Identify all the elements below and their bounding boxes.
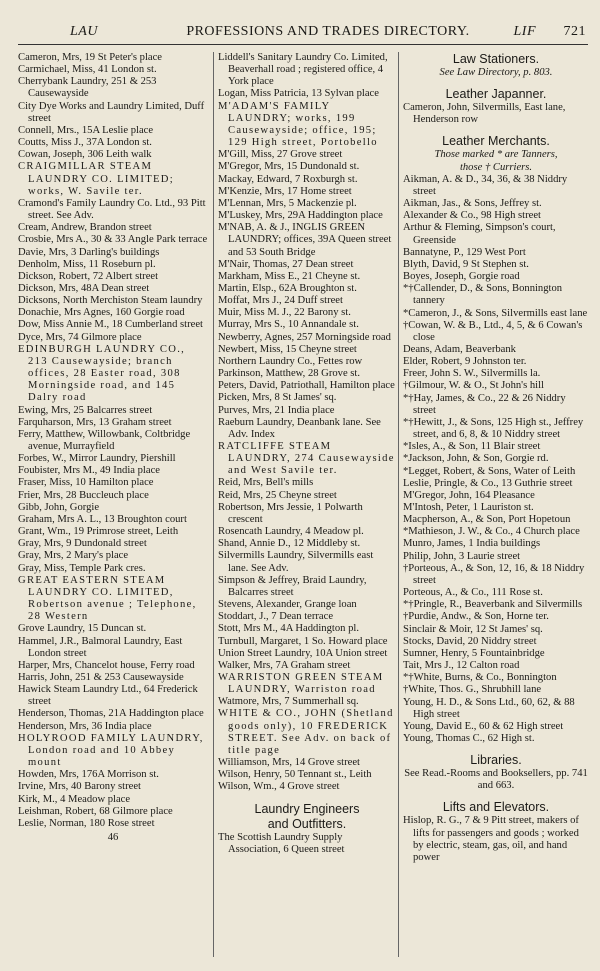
directory-entry: Williamson, Mrs, 14 Grove street bbox=[218, 757, 360, 769]
column-3 bbox=[398, 52, 589, 957]
directory-entry: Dyce, Mrs, 74 Gilmore place bbox=[18, 331, 142, 343]
directory-entry: Cramond's Family Laundry Co. Ltd., 93 Pitt street. See Adv. bbox=[18, 197, 206, 222]
directory-entry: Crosbie, Mrs A., 30 & 33 Angle Park terrace bbox=[18, 234, 208, 246]
directory-entry: Tait, Mrs J., 12 Calton road bbox=[403, 660, 520, 672]
directory-entry: Dow, Miss Annie M., 18 Cumberland street bbox=[18, 319, 203, 331]
directory-entry: Irvine, Mrs, 40 Barony street bbox=[18, 781, 141, 793]
directory-entry: Martin, Elsp., 62A Broughton st. bbox=[218, 282, 357, 294]
directory-entry: Denholm, Miss, 11 Roseburn pl. bbox=[18, 258, 156, 270]
directory-entry: Logan, Miss Patricia, 13 Sylvan place bbox=[218, 88, 379, 100]
directory-entry: Deans, Adam, Beaverbank bbox=[403, 343, 516, 355]
section-heading bbox=[218, 802, 396, 832]
directory-entry: M'Lennan, Mrs, 5 Mackenzie pl. bbox=[218, 197, 357, 209]
directory-entry: Farquharson, Mrs, 13 Graham street bbox=[18, 416, 172, 428]
directory-entry: GREAT EASTERN STEAM LAUNDRY CO. LIMITED, Robertson avenue ; Telephone, 28 Western bbox=[18, 574, 197, 623]
directory-entry: Gibb, John, Gorgie bbox=[18, 501, 100, 513]
directory-entry: †White, Thos. G., Shrubhill lane bbox=[403, 684, 542, 696]
directory-entry: Leishman, Robert, 68 Gilmore place bbox=[18, 805, 173, 817]
directory-entry: EDINBURGH LAUNDRY CO., 213 Causewayside; branch offices, 28 Easter road, 308 Morningside road, and 145 Dalry road bbox=[18, 343, 186, 404]
directory-entry: M'ADAM'S FAMILY LAUNDRY; works, 199 Causewayside; office, 195; 129 High street, Portobello bbox=[218, 100, 378, 149]
entry-list bbox=[403, 815, 589, 864]
directory-entry: Munro, James, 1 India buildings bbox=[403, 538, 541, 550]
directory-entry: Liddell's Sanitary Laundry Co. Limited, Beaverhall road ; registered office, 4 York place bbox=[218, 52, 388, 88]
directory-entry: M'Gill, Miss, 27 Grove street bbox=[218, 149, 343, 161]
directory-entry: Newberry, Agnes, 257 Morningside road bbox=[218, 331, 391, 343]
directory-entry: Grove Laundry, 15 Duncan st. bbox=[18, 623, 147, 635]
directory-entry: Coutts, Miss J., 37A London st. bbox=[18, 137, 152, 149]
directory-entry: Stevens, Alexander, Grange loan bbox=[218, 599, 357, 611]
directory-entry: Sumner, Henry, 5 Fountainbridge bbox=[403, 647, 545, 659]
directory-entry: Cream, Andrew, Brandon street bbox=[18, 222, 152, 234]
directory-entry: *†White, Burns, & Co., Bonnington bbox=[403, 672, 557, 684]
directory-entry: Graham, Mrs A. L., 13 Broughton court bbox=[18, 513, 187, 525]
directory-entry: M'Intosh, Peter, 1 Lauriston st. bbox=[403, 502, 534, 513]
directory-entry: Sinclair & Moir, 12 St James' sq. bbox=[403, 623, 543, 635]
directory-entry: Mackay, Edward, 7 Roxburgh st. bbox=[218, 173, 358, 185]
directory-entry: Gray, Miss, Temple Park cres. bbox=[18, 562, 146, 574]
cross-reference: See Read.-Rooms and Booksellers, pp. 741 and 663. bbox=[404, 768, 588, 792]
directory-entry: Cowan, Joseph, 306 Leith walk bbox=[18, 149, 152, 161]
directory-entry: Picken, Mrs, 8 St James' sq. bbox=[218, 392, 337, 404]
directory-entry: *†Hay, James, & Co., 22 & 26 Niddry street bbox=[403, 392, 566, 416]
directory-entry: †Cowan, W. & B., Ltd., 4, 5, & 6 Cowan's close bbox=[403, 319, 583, 343]
directory-entry: Young, David E., 60 & 62 High street bbox=[403, 720, 564, 732]
directory-entry: The Scottish Laundry Supply Association, 6 Queen street bbox=[218, 831, 345, 855]
directory-entry: Parkinson, Matthew, 28 Grove st. bbox=[218, 368, 361, 380]
signature-mark: 46 bbox=[107, 832, 119, 843]
directory-entry: Union Street Laundry, 10A Union street bbox=[218, 647, 388, 659]
directory-entry: Stoddart, J., 7 Dean terrace bbox=[218, 611, 334, 623]
directory-entry: *Cameron, J., & Sons, Silvermills east lane bbox=[403, 307, 588, 319]
directory-entry: Kirk, M., 4 Meadow place bbox=[18, 793, 131, 805]
entry-list bbox=[18, 52, 208, 830]
directory-entry: Hawick Steam Laundry Ltd., 64 Frederick street bbox=[18, 684, 198, 708]
directory-entry: Turnbull, Margaret, 1 So. Howard place bbox=[218, 635, 388, 647]
directory-entry: †Porteous, A., & Son, 12, 16, & 18 Niddry street bbox=[403, 562, 585, 586]
directory-entry: Davie, Mrs, 3 Darling's buildings bbox=[18, 246, 160, 258]
directory-entry: Dickson, Robert, 72 Albert street bbox=[18, 270, 159, 282]
section-note: Those marked * are Tanners, bbox=[434, 149, 558, 161]
directory-entry: Robertson, Mrs Jessie, 1 Polwarth crescent bbox=[218, 501, 363, 525]
cross-reference: See Law Directory, p. 803. bbox=[439, 67, 553, 78]
directory-entry: WHITE & CO., JOHN (Shetland goods only), 10 FREDERICK STREET. See Adv. on back of title page bbox=[218, 708, 394, 756]
directory-entry: Aikman, Jas., & Sons, Jeffrey st. bbox=[403, 198, 542, 210]
directory-entry: Blyth, David, 9 St Stephen st. bbox=[403, 258, 529, 270]
directory-entry: Newbert, Miss, 15 Cheyne street bbox=[218, 343, 357, 355]
directory-entry: Leslie, Norman, 180 Rose street bbox=[18, 817, 155, 829]
directory-entry: Peters, David, Patriothall, Hamilton place bbox=[218, 380, 395, 392]
directory-entry: Silvermills Laundry, Silvermills east lane. See Adv. bbox=[218, 550, 374, 574]
directory-entry: Raeburn Laundry, Deanbank lane. See Adv. Index bbox=[218, 416, 381, 440]
directory-entry: Foubister, Mrs M., 49 India place bbox=[18, 465, 160, 477]
directory-entry: Hammel, J.R., Balmoral Laundry, East London street bbox=[18, 635, 183, 659]
directory-entry: Donachie, Mrs Agnes, 160 Gorgie road bbox=[18, 307, 185, 319]
directory-entry: Henderson, Mrs, 36 India place bbox=[18, 720, 152, 732]
page-number: 721 bbox=[563, 24, 586, 39]
directory-entry: Carmichael, Miss, 41 London st. bbox=[18, 64, 157, 76]
directory-entry: M'NAB, A. & J., INGLIS GREEN LAUNDRY; offices, 39A Queen street and 53 South Bridge bbox=[218, 222, 392, 258]
header-left-guide: LAU bbox=[70, 24, 98, 39]
directory-entry: RATCLIFFE STEAM LAUNDRY, 274 Causewayside and West Savile ter. bbox=[218, 441, 395, 477]
directory-entry: City Dye Works and Laundry Limited, Duff street bbox=[18, 100, 205, 124]
page-title: PROFESSIONS AND TRADES DIRECTORY. bbox=[186, 24, 470, 39]
directory-entry: Gray, Mrs, 9 Dundonald street bbox=[18, 538, 147, 550]
directory-entry: HOLYROOD FAMILY LAUNDRY, London road and 10 Abbey mount bbox=[18, 732, 204, 769]
directory-entry: M'Gregor, John, 164 Pleasance bbox=[403, 489, 535, 501]
directory-entry: Muir, Miss M. J., 22 Barony st. bbox=[218, 307, 351, 319]
section-heading: Libraries. bbox=[470, 753, 522, 768]
directory-entry: Gray, Mrs, 2 Mary's place bbox=[18, 550, 129, 562]
entry-list bbox=[218, 52, 396, 794]
directory-entry: Bannatyne, P., 129 West Port bbox=[403, 246, 526, 258]
directory-entry: Ferry, Matthew, Willowbank, Coltbridge avenue, Murrayfield bbox=[18, 428, 191, 452]
directory-entry: Moffat, Mrs J., 24 Duff street bbox=[218, 295, 343, 307]
directory-entry: Wilson, Henry, 50 Tennant st., Leith bbox=[218, 769, 372, 781]
directory-entry: Dickson, Mrs, 48A Dean street bbox=[18, 282, 150, 294]
directory-entry: Frier, Mrs, 28 Buccleuch place bbox=[18, 489, 149, 501]
directory-entry: Connell, Mrs., 15A Leslie place bbox=[18, 124, 154, 136]
directory-entry: Dicksons, North Merchiston Steam laundry bbox=[18, 295, 203, 307]
directory-entry: Markham, Miss E., 21 Cheyne st. bbox=[218, 270, 361, 282]
directory-entry: Purves, Mrs, 21 India place bbox=[218, 404, 335, 416]
section-heading: Leather Japanner. bbox=[445, 87, 547, 102]
directory-entry: Harper, Mrs, Chancelot house, Ferry road bbox=[18, 659, 195, 671]
directory-entry: Forbes, W., Mirror Laundry, Piershill bbox=[18, 453, 176, 465]
section-heading: Leather Merchants. bbox=[442, 134, 550, 149]
directory-entry: *†Callender, D., & Sons, Bonnington tannery bbox=[403, 283, 563, 307]
directory-entry: M'Luskey, Mrs, 29A Haddington place bbox=[218, 210, 383, 222]
directory-entry: Leslie, Pringle, & Co., 13 Guthrie street bbox=[403, 477, 573, 489]
directory-entry: Young, H. D., & Sons Ltd., 60, 62, & 88 High street bbox=[403, 696, 575, 720]
directory-entry: Aikman, A. & D., 34, 36, & 38 Niddry street bbox=[403, 173, 568, 197]
directory-entry: Alexander & Co., 98 High street bbox=[403, 210, 541, 222]
column-1 bbox=[18, 52, 208, 844]
directory-entry: *Mathieson, J. W., & Co., 4 Church place bbox=[403, 526, 580, 538]
directory-entry: *Jackson, John, & Son, Gorgie rd. bbox=[403, 453, 549, 465]
directory-entry: Cameron, John, Silvermills, East lane, Henderson row bbox=[403, 102, 566, 126]
directory-entry: Reid, Mrs, 25 Cheyne street bbox=[218, 489, 337, 501]
section-title-line: Laundry Engineers bbox=[254, 801, 360, 816]
directory-entry: Arthur & Fleming, Simpson's court, Greenside bbox=[403, 222, 556, 246]
directory-entry: M'Nair, Thomas, 27 Dean street bbox=[218, 258, 354, 270]
directory-entry: Stocks, David, 20 Niddry street bbox=[403, 635, 537, 647]
directory-entry: Shand, Annie D., 12 Middleby st. bbox=[218, 538, 361, 550]
directory-entry: Grant, Wm., 19 Primrose street, Leith bbox=[18, 526, 179, 538]
directory-entry: Cherrybank Laundry, 251 & 253 Causewayside bbox=[18, 76, 157, 100]
column-2 bbox=[213, 52, 396, 957]
directory-entry: Walker, Mrs, 7A Graham street bbox=[218, 659, 351, 671]
directory-entry: CRAIGMILLAR STEAM LAUNDRY CO. LIMITED; works, W. Savile ter. bbox=[18, 161, 174, 197]
directory-entry: M'Gregor, Mrs, 15 Dundonald st. bbox=[218, 161, 360, 173]
directory-entry: Howden, Mrs, 176A Morrison st. bbox=[18, 769, 159, 781]
directory-entry: *†Hewitt, J., & Sons, 125 High st., Jeffrey street, and 6, 8, & 10 Niddry street bbox=[403, 416, 584, 441]
directory-entry: Young, Thomas C., 62 High st. bbox=[403, 732, 535, 744]
header-right-guide: LIF bbox=[513, 24, 536, 39]
directory-entry: Wilson, Wm., 4 Grove street bbox=[218, 781, 340, 793]
directory-entry: Harris, John, 251 & 253 Causewayside bbox=[18, 671, 184, 683]
directory-entry: WARRISTON GREEN STEAM LAUNDRY, Warriston road bbox=[218, 671, 384, 696]
directory-entry: Elder, Robert, 9 Johnston ter. bbox=[403, 356, 527, 368]
entry-list bbox=[403, 174, 589, 745]
directory-entry: *†Pringle, R., Beaverbank and Silvermills bbox=[403, 599, 583, 611]
directory-entry: Murray, Mrs S., 10 Annandale st. bbox=[218, 319, 359, 331]
directory-entry: Porteous, A., & Co., 111 Rose st. bbox=[403, 587, 543, 599]
directory-entry: †Purdie, Andw., & Son, Horne ter. bbox=[403, 611, 549, 623]
directory-entry: Freer, John S. W., Silvermills la. bbox=[403, 368, 541, 380]
running-header bbox=[70, 22, 586, 44]
directory-entry: Reid, Mrs, Bell's mills bbox=[218, 477, 314, 489]
directory-entry: Ewing, Mrs, 25 Balcarres street bbox=[18, 404, 153, 416]
section-note: those † Curriers. bbox=[459, 161, 533, 173]
directory-entry: M'Kenzie, Mrs, 17 Home street bbox=[218, 185, 352, 197]
directory-entry: Watmore, Mrs, 7 Summerhall sq. bbox=[218, 696, 359, 708]
section-heading: Lifts and Elevators. bbox=[442, 800, 550, 815]
directory-entry: Fraser, Miss, 10 Hamilton place bbox=[18, 477, 154, 489]
directory-entry: *Legget, Robert, & Sons, Water of Leith bbox=[403, 465, 576, 477]
directory-entry: Simpson & Jeffrey, Braid Laundry, Balcarres street bbox=[218, 574, 367, 598]
directory-entry: Cameron, Mrs, 19 St Peter's place bbox=[18, 52, 163, 63]
directory-entry: *Isles, A., & Son, 11 Blair street bbox=[403, 441, 541, 453]
directory-entry: Rosencath Laundry, 4 Meadow pl. bbox=[218, 526, 364, 538]
directory-entry: †Gilmour, W. & O., St John's hill bbox=[403, 380, 544, 392]
header-rule bbox=[18, 44, 588, 45]
section-heading: Law Stationers. bbox=[452, 52, 540, 66]
directory-entry: Henderson, Thomas, 21A Haddington place bbox=[18, 708, 204, 720]
entry-list bbox=[218, 832, 396, 856]
section-title-line: and Outfitters. bbox=[267, 816, 347, 831]
directory-entry: Hislop, R. G., 7 & 9 Pitt street, makers of lifts for passengers and goods ; worked by electric, steam, gas, oil, and hand power bbox=[403, 815, 579, 863]
directory-entry: Boyes, Joseph, Gorgie road bbox=[403, 271, 520, 283]
directory-entry: Philip, John, 3 Laurie street bbox=[403, 550, 521, 562]
entry-list bbox=[403, 102, 589, 126]
directory-entry: Macpherson, A., & Son, Port Hopetoun bbox=[403, 514, 571, 526]
directory-entry: Stott, Mrs M., 4A Haddington pl. bbox=[218, 623, 359, 635]
directory-entry: Northern Laundry Co., Fettes row bbox=[218, 355, 363, 367]
